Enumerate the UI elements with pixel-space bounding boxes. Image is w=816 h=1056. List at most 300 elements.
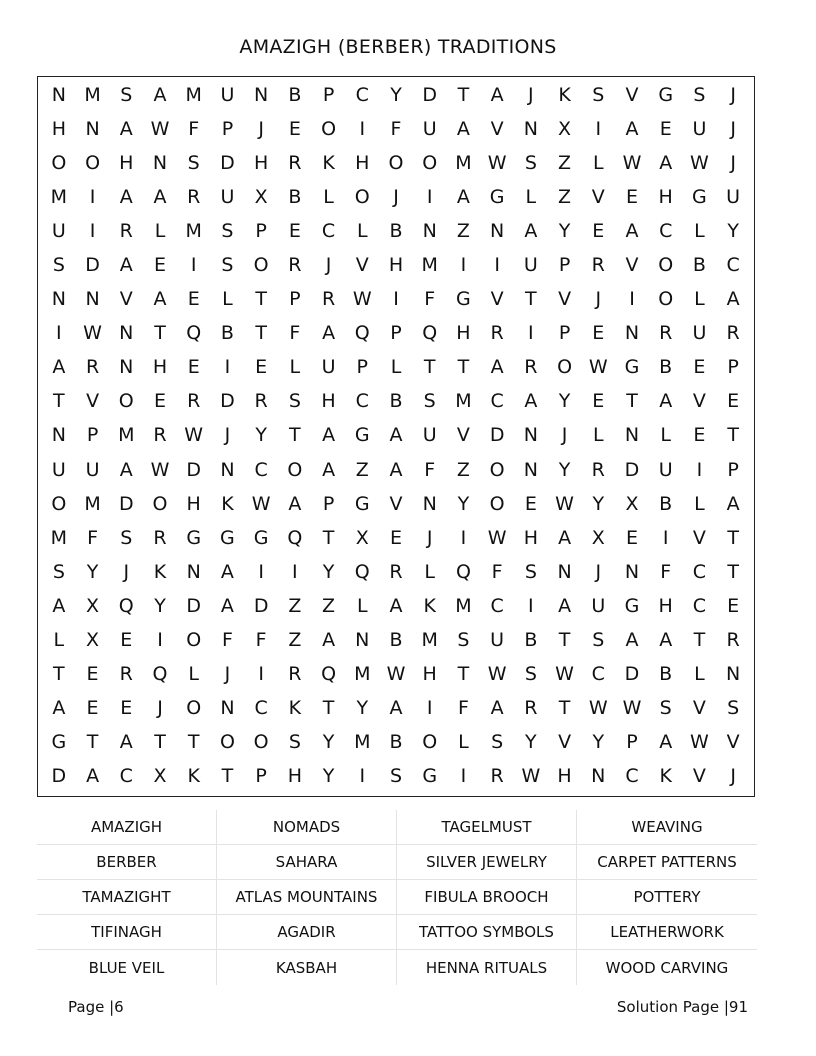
grid-letter: I	[393, 288, 399, 311]
grid-letter: A	[119, 118, 133, 141]
grid-letter: O	[489, 492, 505, 515]
grid-letter: L	[53, 628, 65, 651]
grid-letter: Z	[558, 152, 572, 175]
grid-letter: V	[490, 118, 504, 141]
grid-letter: I	[224, 356, 231, 379]
grid-letter: I	[595, 118, 602, 141]
grid-letter: A	[153, 186, 167, 209]
grid-letter: U	[726, 186, 741, 209]
grid-letter: T	[187, 730, 200, 753]
grid-letter: N	[523, 424, 538, 447]
grid-letter: N	[624, 322, 640, 345]
grid-letter: D	[186, 594, 202, 617]
grid-letter: J	[730, 84, 736, 107]
grid-letter: J	[157, 696, 163, 719]
grid-letter: W	[588, 356, 608, 379]
grid-letter: O	[186, 696, 202, 719]
grid-letter: Y	[558, 220, 571, 243]
grid-letter: I	[89, 220, 96, 243]
grid-letter: O	[354, 186, 370, 209]
grid-letter: A	[322, 322, 336, 345]
grid-letter: W	[487, 662, 507, 685]
grid-letter: Z	[456, 220, 470, 243]
grid-letter: M	[84, 492, 101, 515]
grid-letter: F	[424, 458, 436, 481]
grid-letter: A	[86, 764, 100, 787]
grid-letter: N	[51, 424, 66, 447]
grid-letter: U	[51, 220, 66, 243]
grid-letter: C	[321, 220, 336, 243]
grid-letter: N	[254, 84, 269, 107]
grid-letter: A	[659, 730, 673, 753]
grid-letter: O	[152, 492, 168, 515]
grid-letter: V	[625, 254, 639, 277]
grid-letter: N	[186, 560, 201, 583]
grid-letter: W	[83, 322, 102, 345]
grid-letter: Z	[288, 628, 302, 651]
grid-letter: I	[460, 764, 467, 787]
grid-letter: U	[490, 628, 505, 651]
grid-letter: H	[388, 254, 404, 277]
grid-letter: W	[487, 526, 507, 549]
grid-letter: U	[422, 118, 437, 141]
grid-letter: W	[555, 662, 574, 685]
grid-letter: B	[220, 322, 234, 345]
grid-letter: D	[253, 594, 269, 617]
grid-letter: J	[224, 662, 231, 685]
grid-letter: W	[622, 152, 642, 175]
grid-letter: J	[325, 254, 332, 277]
grid-letter: E	[187, 288, 200, 311]
grid-letter: V	[558, 730, 572, 753]
grid-letter: I	[460, 526, 467, 549]
grid-letter: B	[524, 628, 538, 651]
grid-letter: A	[220, 594, 234, 617]
grid-letter: P	[322, 492, 335, 515]
grid-letter: R	[321, 288, 336, 311]
grid-letter: J	[393, 186, 399, 209]
grid-letter: S	[659, 696, 672, 719]
grid-letter: B	[659, 356, 673, 379]
grid-letter: E	[255, 356, 268, 379]
grid-letter: Z	[322, 594, 336, 617]
grid-letter: R	[254, 390, 268, 413]
grid-letter: V	[625, 84, 639, 107]
grid-letter: T	[693, 628, 706, 651]
grid-letter: W	[487, 152, 507, 175]
grid-letter: L	[592, 152, 604, 175]
grid-letter: V	[558, 288, 572, 311]
grid-letter: U	[220, 84, 235, 107]
grid-letter: O	[422, 730, 438, 753]
grid-letter: A	[659, 390, 673, 413]
grid-letter: R	[726, 322, 740, 345]
grid-letter: H	[51, 118, 66, 141]
grid-letter: W	[150, 458, 170, 481]
word-list-item: TIFINAGH	[37, 915, 217, 950]
grid-letter: T	[86, 730, 99, 753]
grid-letter: H	[321, 390, 336, 413]
grid-letter: V	[490, 288, 504, 311]
grid-letter: H	[658, 594, 673, 617]
word-list-item: SILVER JEWELRY	[397, 845, 577, 880]
grid-letter: K	[659, 764, 672, 787]
grid-letter: E	[592, 322, 605, 345]
grid-letter: R	[726, 628, 740, 651]
grid-letter: H	[119, 152, 134, 175]
grid-letter: D	[220, 390, 235, 413]
grid-letter: P	[727, 458, 739, 481]
grid-letter: N	[85, 118, 100, 141]
grid-letter: P	[322, 84, 335, 107]
grid-letter: A	[220, 560, 234, 583]
grid-letter: G	[253, 526, 269, 549]
grid-letter: D	[118, 492, 134, 515]
grid-letter: I	[56, 322, 62, 345]
grid-letter: T	[727, 424, 739, 447]
grid-letter: L	[222, 288, 233, 311]
grid-letter: N	[591, 764, 606, 787]
grid-letter: Q	[118, 594, 134, 617]
grid-letter: T	[289, 424, 301, 447]
grid-letter: H	[186, 492, 201, 515]
grid-letter: T	[322, 526, 335, 549]
word-list-item: HENNA RITUALS	[397, 950, 577, 985]
grid-letter: N	[220, 458, 235, 481]
grid-letter: I	[426, 186, 433, 209]
grid-letter: H	[456, 322, 471, 345]
grid-letter: F	[660, 560, 672, 583]
grid-letter: O	[219, 730, 235, 753]
word-list-item: SAHARA	[217, 845, 397, 880]
grid-letter: B	[389, 220, 403, 243]
grid-letter: D	[624, 458, 640, 481]
grid-letter: S	[727, 696, 740, 719]
grid-letter: E	[120, 696, 133, 719]
grid-letter: R	[119, 662, 133, 685]
grid-letter: V	[692, 696, 706, 719]
grid-letter: R	[187, 390, 201, 413]
grid-letter: N	[85, 288, 100, 311]
word-list-item: POTTERY	[577, 880, 757, 915]
grid-letter: I	[89, 186, 96, 209]
grid-letter: P	[221, 118, 234, 141]
grid-letter: T	[558, 696, 571, 719]
grid-letter: I	[629, 288, 635, 311]
grid-letter: N	[355, 628, 370, 651]
grid-letter: S	[288, 730, 301, 753]
grid-letter: A	[52, 594, 66, 617]
grid-letter: C	[625, 764, 639, 787]
grid-letter: T	[457, 84, 470, 107]
solution-page-reference: Solution Page |91	[616, 998, 748, 1016]
grid-letter: B	[389, 730, 403, 753]
grid-letter: I	[426, 696, 433, 719]
grid-letter: I	[258, 662, 264, 685]
grid-letter: S	[592, 84, 605, 107]
grid-letter: U	[523, 254, 538, 277]
grid-letter: J	[528, 84, 534, 107]
grid-letter: E	[659, 118, 672, 141]
grid-letter: E	[288, 220, 301, 243]
grid-letter: K	[423, 594, 436, 617]
grid-letter: Y	[525, 730, 537, 753]
grid-letter: I	[258, 560, 264, 583]
grid-letter: S	[52, 560, 65, 583]
grid-letter: O	[118, 390, 134, 413]
grid-letter: A	[52, 356, 66, 379]
grid-letter: H	[523, 526, 538, 549]
grid-letter: G	[220, 526, 235, 549]
grid-letter: D	[186, 458, 202, 481]
grid-letter: E	[187, 356, 200, 379]
grid-letter: G	[658, 84, 674, 107]
grid-letter: L	[390, 356, 402, 379]
grid-letter: S	[288, 390, 301, 413]
grid-letter: E	[524, 492, 537, 515]
grid-letter: R	[119, 220, 133, 243]
grid-letter: A	[490, 84, 504, 107]
grid-letter: T	[154, 322, 166, 345]
grid-letter: J	[595, 560, 602, 583]
grid-letter: M	[455, 390, 472, 413]
grid-letter: A	[659, 152, 673, 175]
grid-letter: X	[86, 594, 100, 617]
grid-letter: J	[224, 424, 231, 447]
word-list-item: TAGELMUST	[397, 810, 577, 845]
grid-letter: H	[422, 662, 437, 685]
grid-letter: Y	[356, 696, 369, 719]
grid-letter: E	[389, 526, 402, 549]
grid-letter: Y	[322, 560, 335, 583]
word-list-item: TAMAZIGHT	[37, 880, 217, 915]
grid-letter: E	[288, 118, 301, 141]
grid-letter: V	[591, 186, 605, 209]
grid-letter: R	[490, 322, 504, 345]
word-list-item: BLUE VEIL	[37, 950, 217, 985]
grid-letter: O	[253, 730, 269, 753]
word-list-item: AGADIR	[217, 915, 397, 950]
grid-letter: X	[355, 526, 369, 549]
grid-letter: S	[221, 254, 234, 277]
word-list-item: AMAZIGH	[37, 810, 217, 845]
grid-letter: T	[727, 560, 739, 583]
grid-letter: S	[457, 628, 470, 651]
grid-letter: F	[491, 560, 503, 583]
grid-letter: T	[558, 628, 571, 651]
grid-letter: R	[153, 424, 167, 447]
grid-letter: C	[490, 390, 504, 413]
grid-letter: L	[154, 220, 166, 243]
grid-letter: E	[727, 594, 740, 617]
grid-letter: W	[521, 764, 541, 787]
grid-letter: J	[730, 764, 736, 787]
grid-letter: K	[221, 492, 234, 515]
grid-letter: P	[626, 730, 638, 753]
grid-letter: F	[255, 628, 267, 651]
grid-letter: R	[288, 152, 302, 175]
grid-letter: O	[557, 356, 573, 379]
grid-letter: X	[86, 628, 100, 651]
grid-letter: K	[558, 84, 571, 107]
grid-letter: O	[253, 254, 269, 277]
grid-letter: E	[625, 186, 638, 209]
grid-letter: D	[422, 84, 438, 107]
grid-letter: A	[119, 458, 133, 481]
grid-letter: A	[153, 288, 167, 311]
grid-letter: A	[456, 118, 470, 141]
grid-letter: R	[85, 356, 100, 379]
grid-letter: P	[558, 254, 571, 277]
grid-letter: R	[288, 662, 302, 685]
grid-letter: Q	[422, 322, 438, 345]
grid-letter: U	[51, 458, 66, 481]
grid-letter: V	[119, 288, 133, 311]
grid-letter: X	[254, 186, 268, 209]
grid-letter: C	[692, 560, 707, 583]
grid-letter: I	[696, 458, 703, 481]
word-list-item: NOMADS	[217, 810, 397, 845]
grid-letter: S	[423, 390, 436, 413]
grid-letter: M	[50, 186, 68, 209]
grid-letter: R	[153, 526, 167, 549]
grid-letter: B	[389, 390, 403, 413]
grid-letter: T	[221, 764, 234, 787]
grid-letter: G	[624, 594, 640, 617]
grid-letter: I	[157, 628, 163, 651]
grid-letter: V	[355, 254, 369, 277]
grid-letter: A	[52, 696, 66, 719]
grid-letter: H	[355, 152, 370, 175]
grid-letter: M	[455, 594, 472, 617]
grid-letter: N	[523, 118, 538, 141]
grid-letter: I	[460, 254, 467, 277]
grid-letter: O	[186, 628, 202, 651]
grid-letter: E	[86, 696, 99, 719]
grid-letter: A	[119, 730, 133, 753]
grid-letter: S	[524, 662, 537, 685]
grid-letter: E	[153, 254, 166, 277]
grid-letter: A	[490, 356, 504, 379]
grid-letter: U	[321, 356, 336, 379]
grid-letter: V	[456, 424, 470, 447]
grid-letter: H	[253, 152, 269, 175]
grid-letter: R	[389, 560, 403, 583]
grid-letter: S	[52, 254, 65, 277]
grid-letter: V	[86, 390, 100, 413]
grid-letter: O	[388, 152, 404, 175]
grid-letter: Q	[354, 560, 370, 583]
grid-letter: O	[51, 492, 67, 515]
grid-letter: N	[51, 84, 66, 107]
grid-letter: A	[524, 220, 538, 243]
grid-letter: A	[456, 186, 470, 209]
word-list-item: FIBULA BROOCH	[397, 880, 577, 915]
grid-letter: H	[658, 186, 673, 209]
grid-letter: H	[287, 764, 302, 787]
grid-letter: O	[321, 118, 337, 141]
grid-letter: N	[624, 424, 640, 447]
grid-letter: D	[489, 424, 505, 447]
grid-letter: A	[119, 186, 133, 209]
grid-letter: F	[424, 288, 436, 311]
grid-letter: C	[692, 594, 707, 617]
grid-letter: N	[557, 560, 572, 583]
grid-letter: D	[220, 152, 235, 175]
grid-letter: A	[119, 254, 133, 277]
grid-letter: U	[422, 424, 437, 447]
grid-letter: B	[659, 662, 673, 685]
grid-letter: P	[356, 356, 369, 379]
puzzle-title: AMAZIGH (BERBER) TRADITIONS	[239, 36, 557, 58]
grid-letter: L	[356, 594, 368, 617]
grid-letter: C	[355, 84, 369, 107]
grid-letter: C	[254, 696, 268, 719]
grid-letter: A	[625, 220, 639, 243]
grid-letter: B	[288, 84, 302, 107]
grid-letter: E	[693, 424, 706, 447]
grid-letter: P	[86, 424, 99, 447]
grid-letter: E	[120, 628, 133, 651]
grid-letter: W	[622, 696, 642, 719]
grid-letter: J	[426, 526, 433, 549]
grid-letter: Y	[322, 764, 335, 787]
grid-letter: S	[120, 84, 133, 107]
grid-letter: B	[659, 492, 673, 515]
grid-letter: K	[322, 152, 335, 175]
grid-letter: L	[289, 356, 301, 379]
grid-letter: V	[692, 390, 706, 413]
grid-letter: O	[489, 458, 505, 481]
grid-letter: D	[624, 662, 640, 685]
grid-letter: I	[359, 118, 366, 141]
grid-letter: U	[85, 458, 100, 481]
grid-letter: N	[220, 696, 235, 719]
word-list-item: TATTOO SYMBOLS	[397, 915, 577, 950]
grid-letter: R	[591, 254, 605, 277]
grid-letter: X	[625, 492, 639, 515]
grid-letter: L	[694, 492, 705, 515]
grid-letter: U	[692, 322, 707, 345]
grid-letter: A	[389, 696, 403, 719]
grid-letter: E	[693, 356, 706, 379]
grid-letter: T	[53, 390, 65, 413]
grid-letter: Y	[86, 560, 99, 583]
grid-letter: T	[457, 356, 470, 379]
grid-letter: G	[624, 356, 640, 379]
grid-letter: Y	[727, 220, 739, 243]
grid-letter: M	[84, 84, 101, 107]
grid-letter: N	[523, 458, 538, 481]
grid-letter: I	[662, 526, 669, 549]
grid-letter: Y	[154, 594, 166, 617]
grid-letter: K	[187, 764, 200, 787]
grid-letter: A	[389, 424, 403, 447]
grid-letter: O	[658, 288, 674, 311]
grid-letter: L	[323, 186, 334, 209]
grid-letter: L	[525, 186, 537, 209]
grid-letter: F	[87, 526, 99, 549]
word-list-item: WOOD CARVING	[605, 958, 729, 977]
grid-letter: V	[692, 526, 706, 549]
grid-letter: H	[557, 764, 572, 787]
grid-letter: V	[389, 492, 403, 515]
grid-letter: R	[490, 764, 504, 787]
grid-letter: G	[354, 492, 370, 515]
grid-letter: M	[421, 628, 438, 651]
grid-letter: W	[690, 152, 709, 175]
grid-letter: J	[730, 152, 736, 175]
